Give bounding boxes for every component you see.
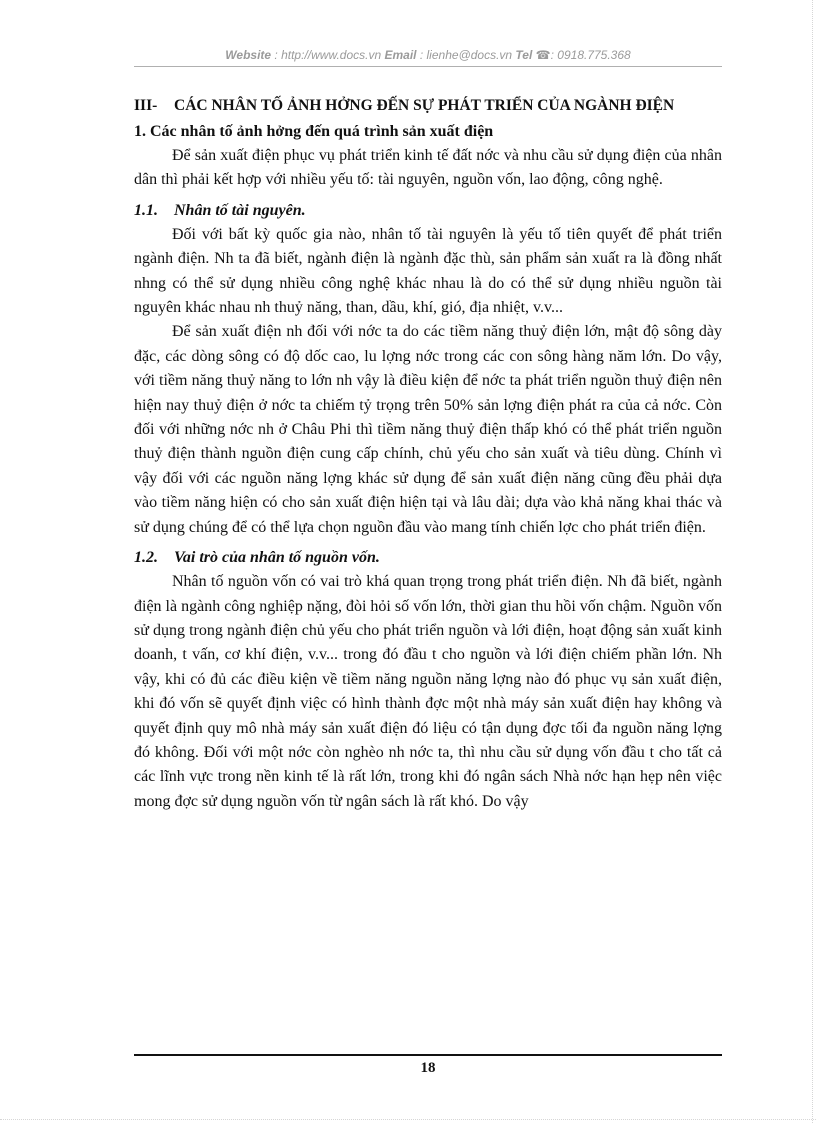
heading-1: 1. Các nhân tố ảnh hởng đến quá trình sản xuất điện [134,123,494,140]
paragraph: Nhân tố nguồn vốn có vai trò khá quan trọng trong phát triển điện. Nh đã biết, ngành điện là ngành công nghiệp nặng, đòi hỏi số vốn lớn, thời gian thu hồi vốn chậm. Nguồn vốn sử dụng trong ngành điện chủ yếu cho phát triển nguồn và lới điện, hoạt động sản xuất kinh doanh, t vấn, cơ khí điện, v.v... trong đó đầu t cho nguồn và lới điện chiếm phần lớn. Nh vậy, khi có đủ các điều kiện về tiềm năng nguồn năng lợng nào đó phục vụ sản xuất điện, khi đó vốn sẽ quyết định việc có hình thành đợc một nhà máy sản xuất điện hay không và quyết định quy mô nhà máy sản xuất điện đó liệu có tận dụng đợc tối đa nguồn năng lợng đó không. Đối với một nớc còn nghèo nh nớc ta, thì nhu cầu sử dụng vốn đầu t cho tất cả các lĩnh vực trong nền kinh tế là rất lớn, trong khi đó ngân sách Nhà nớc hạn hẹp nên việc mong đợc sử dụng nguồn vốn từ ngân sách là rất khó. Do vậy [134,573,722,810]
subheading-1-2 [134,546,722,570]
email-label: Email [384,48,417,62]
phone-icon: ☎ [535,48,551,62]
page-edge-bottom [0,1119,816,1120]
tel-label: Tel [515,48,533,62]
section-title [134,96,722,116]
page-number: 18 [420,1060,436,1076]
subheading-title: Nhân tố tài nguyên. [174,201,306,219]
website-label: Website [225,48,272,62]
footer-rule [134,1054,722,1056]
page-edge-right [812,0,813,1123]
subheading-number: 1.1. [134,201,158,219]
paragraph: Để sản xuất điện nh đối với nớc ta do các tiềm năng thuỷ điện lớn, mật độ sông dày đặc, các dòng sông có độ dốc cao, lu lợng nớc trong các con sông hàng năm lớn. Do vậy, với tiềm năng thuỷ năng to lớn nh vậy là điều kiện để nớc ta phát triển nguồn thuỷ điện nên hiện nay thuỷ điện ở nớc ta chiếm tỷ trọng trên 50% sản lợng điện phát ra của cả nớc. Còn đối với những nớc nh ở Châu Phi thì tiềm năng thuỷ điện thấp khó có thể phát triển nguồn thuỷ điện thành nguồn điện cung cấp chính, chủ yếu cho sản xuất và tiêu dùng. Chính vì vậy đối với các nguồn năng lợng khác sử dụng để sản xuất điện năng cũng đều phải dựa vào tiềm năng hiện có cho sản xuất điện hiện tại và lâu dài; dựa vào khả năng khai thác và sử dụng chúng để có thể lựa chọn nguồn đầu vào mang tính chiến lợc cho phát triển điện. [134,323,722,536]
website-value: : http://www.docs.vn [274,48,382,62]
page-header [134,48,722,62]
paragraph: Đối với bất kỳ quốc gia nào, nhân tố tài nguyên là yếu tố tiên quyết để phát triển ngành điện. Nh ta đã biết, ngành điện là ngành đặc thù, sản phẩm sản xuất ra là đồng nhất nhng có thể sử dụng nhiều công nghệ khác nhau là do có thể sử dụng nhiều nguồn tài nguyên khác nhau nh thuỷ năng, than, dầu, khí, gió, địa nhiệt, v.v... [134,225,722,317]
section-number: III- [134,97,158,114]
subheading-number: 1.2. [134,549,158,567]
subheading-1-1 [134,199,722,223]
tel-value: : 0918.775.368 [550,48,631,62]
page-content [134,96,722,814]
email-value: : lienhe@docs.vn [419,48,513,62]
intro-paragraph: Để sản xuất điện phục vụ phát triển kinh tế đất nớc và nhu cầu sử dụng điện của nhân dân thì phải kết hợp với nhiều yếu tố: tài nguyên, nguồn vốn, lao động, công nghệ. [134,147,722,189]
section-title-text: CÁC NHÂN TỐ ẢNH HỞNG ĐẾN SỰ PHÁT TRIỂN CỦA NGÀNH ĐIỆN [174,97,675,114]
header-rule [134,66,722,67]
subheading-title: Vai trò của nhân tố nguồn vốn. [174,549,380,567]
